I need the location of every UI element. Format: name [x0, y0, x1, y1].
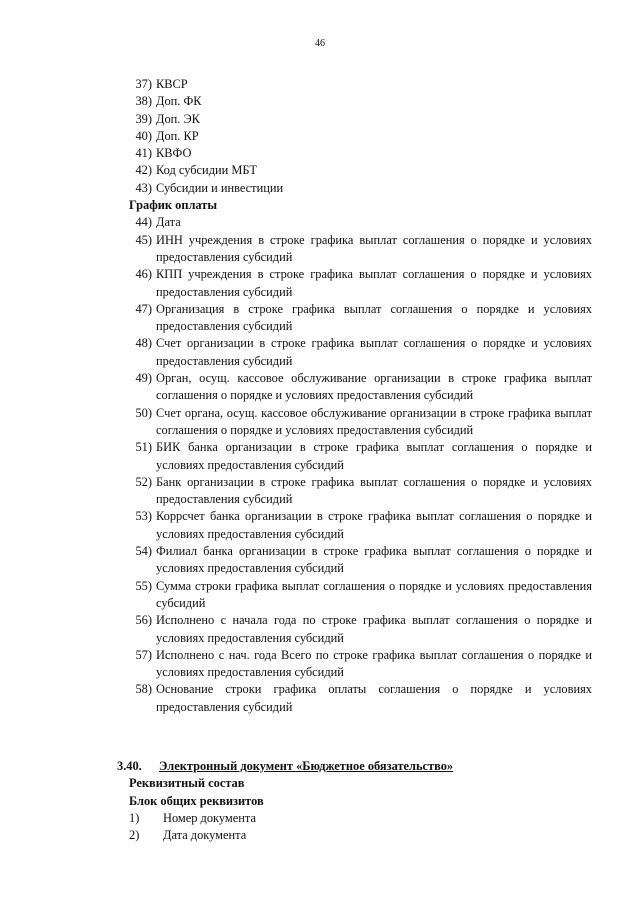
list-item-number: 58) — [135, 682, 152, 697]
list-item-number: 56) — [135, 613, 152, 628]
list-item-text: Код субсидии МБТ — [156, 163, 257, 178]
list-item-number: 37) — [135, 77, 152, 91]
list-item-number: 51) — [135, 440, 152, 455]
list-item-text: Сумма строки графика выплат соглашения о порядке и условиях предоставления субсидий — [156, 578, 592, 610]
list-item-number: 2) — [129, 828, 140, 843]
list-item-number: 42) — [135, 163, 152, 178]
document-body — [129, 76, 592, 716]
section-number: 3.40. — [117, 759, 142, 773]
list-item-number: 44) — [135, 215, 152, 230]
list-item-text: Орган, осущ. кассовое обслуживание организации в строке графика выплат соглашения о порядке и условиях предоставления субсидий — [156, 371, 592, 403]
list-item-text: Субсидии и инвестиции — [156, 180, 284, 195]
list-item — [117, 827, 592, 844]
field-list-common — [117, 810, 592, 845]
list-item-text: Доп. ФК — [156, 94, 202, 109]
list-item — [129, 543, 592, 578]
section-heading — [117, 758, 592, 775]
list-item — [129, 266, 592, 301]
list-item-text: Доп. КР — [156, 128, 199, 143]
list-item-number: 41) — [135, 146, 152, 161]
list-item-number: 40) — [135, 128, 152, 143]
list-item-text: Номер документа — [163, 810, 256, 825]
list-item-text: КПП учреждения в строке графика выплат соглашения о порядке и условиях предоставления субсидий — [156, 267, 592, 299]
list-item-number: 57) — [135, 647, 152, 662]
list-item-text: Счет органа, осущ. кассовое обслуживание организации в строке графика выплат соглашения о порядке и условиях предоставления субсидий — [156, 405, 592, 437]
list-item-number: 52) — [135, 474, 152, 489]
list-item — [129, 370, 592, 405]
list-item-number: 54) — [135, 544, 152, 559]
section-subheading-requisites: Реквизитный состав — [129, 776, 245, 791]
list-item — [129, 578, 592, 613]
list-item-number: 39) — [135, 111, 152, 126]
list-item — [129, 301, 592, 336]
list-item-text: Коррсчет банка организации в строке графика выплат соглашения о порядке и условиях предоставления субсидий — [156, 509, 592, 541]
list-item — [129, 214, 592, 231]
section-title: Электронный документ «Бюджетное обязательство» — [159, 759, 454, 773]
field-list-general — [129, 76, 592, 197]
list-item-number: 48) — [135, 336, 152, 351]
list-item-number: 1) — [129, 810, 140, 825]
field-list-schedule — [129, 214, 592, 716]
page-number: 46 — [315, 38, 325, 49]
list-item — [129, 232, 592, 267]
section-subheading-common-block: Блок общих реквизитов — [129, 793, 264, 808]
section-3-40 — [117, 758, 592, 844]
list-item-number: 47) — [135, 301, 152, 316]
list-item-text: Исполнено с начала года по строке графика выплат соглашения о порядке и условиях предоставления субсидий — [156, 613, 592, 645]
list-item — [129, 612, 592, 647]
list-item — [129, 335, 592, 370]
list-item-text: КВСР — [156, 77, 188, 91]
list-item-text: Доп. ЭК — [156, 111, 200, 126]
list-item-text: КВФО — [156, 146, 192, 161]
list-item-text: Дата — [156, 215, 181, 230]
list-item-number: 49) — [135, 371, 152, 386]
list-item — [129, 76, 592, 93]
list-item-number: 38) — [135, 94, 152, 109]
list-item-text: ИНН учреждения в строке графика выплат соглашения о порядке и условиях предоставления субсидий — [156, 232, 592, 264]
list-item-text: Основание строки графика оплаты соглашения о порядке и условиях предоставления субсидий — [156, 682, 592, 714]
list-item-text: Организация в строке графика выплат соглашения о порядке и условиях предоставления субсидий — [156, 301, 592, 334]
list-item-number: 45) — [135, 232, 152, 247]
list-item — [129, 180, 592, 197]
list-item — [129, 508, 592, 543]
list-item — [129, 439, 592, 474]
list-item-number: 43) — [135, 180, 152, 195]
list-item — [129, 128, 592, 145]
list-item — [129, 474, 592, 509]
list-item-number: 55) — [135, 578, 152, 593]
list-item — [129, 145, 592, 162]
list-item — [117, 810, 592, 827]
list-item — [129, 111, 592, 128]
list-item-number: 53) — [135, 509, 152, 524]
list-item — [129, 405, 592, 440]
list-item-text: Дата документа — [163, 828, 247, 843]
list-item-text: БИК банка организации в строке графика выплат соглашения о порядке и условиях предоставления субсидий — [156, 440, 592, 472]
list-item-text: Филиал банка организации в строке графика выплат соглашения о порядке и условиях предоставления субсидий — [156, 544, 592, 576]
list-item-text: Банк организации в строке графика выплат соглашения о порядке и условиях предоставления субсидий — [156, 474, 592, 507]
schedule-heading: График оплаты — [129, 198, 218, 213]
list-item — [129, 647, 592, 682]
list-item — [129, 93, 592, 110]
list-item-text: Счет организации в строке графика выплат соглашения о порядке и условиях предоставления субсидий — [156, 336, 592, 368]
list-item-number: 46) — [135, 267, 152, 282]
list-item-number: 50) — [135, 405, 152, 420]
list-item-text: Исполнено с нач. года Всего по строке графика выплат соглашения о порядке и условиях предоставления субсидий — [156, 647, 592, 680]
list-item — [129, 162, 592, 179]
list-item — [129, 681, 592, 716]
